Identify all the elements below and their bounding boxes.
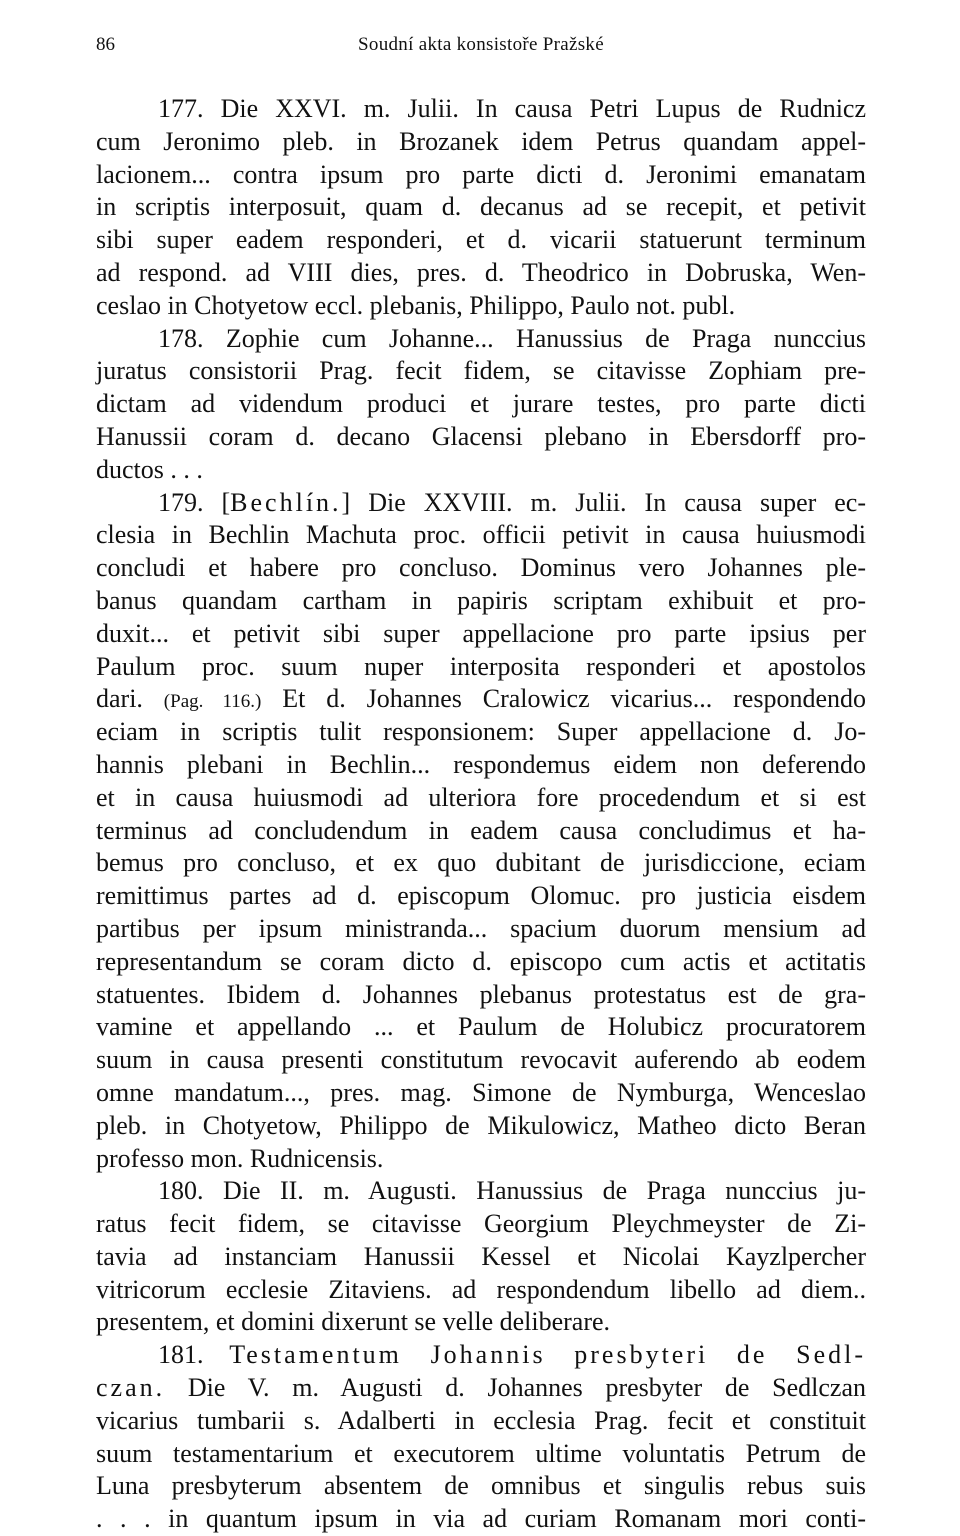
entry-heading: Testamentum Johannis presbyteri de Sedl- <box>229 1340 866 1370</box>
running-title: Soudní akta konsistoře Pražské <box>358 34 604 55</box>
text-line: Hanussii coram d. decano Glacensi plebano in Ebersdorff pro- <box>96 421 866 451</box>
text-line: vamine et appellando ... et Paulum de Holubicz procuratorem <box>96 1012 866 1042</box>
text-line: bemus pro concluso, et ex quo dubitant de jurisdiccione, eciam <box>96 848 866 878</box>
text-fragment: Die V. m. Augusti d. Johannes presbyter de Sedlczan <box>165 1373 866 1403</box>
text-line: pleb. in Chotyetow, Philippo de Mikulowicz, Matheo dicto Beran <box>96 1110 866 1140</box>
text-line: partibus per ipsum ministranda... spacium duorum mensium ad <box>96 913 866 943</box>
text-line: duxit... et petivit sibi super appellacione pro parte ipsius per <box>96 618 866 648</box>
text-line: et in causa huiusmodi ad ulteriora fore procedendum et si est <box>96 782 866 812</box>
text-line <box>96 683 866 716</box>
entry-number: 181. <box>158 1340 230 1370</box>
text-line: suum in causa presenti constitutum revocavit auferendo ab eodem <box>96 1045 866 1075</box>
text-line: remittimus partes ad d. episcopum Olomuc. pro justicia eisdem <box>96 881 866 911</box>
text-line: vitricorum ecclesie Zitaviens. ad respondendum libello ad diem.. <box>96 1274 866 1304</box>
text-line: suum testamentarium et executorem ultime voluntatis Petrum de <box>96 1438 866 1468</box>
running-head <box>96 34 866 64</box>
text-line: lacionem... contra ipsum pro parte dicti d. Jeronimi emanatam <box>96 159 866 189</box>
text-line: sibi super eadem responderi, et d. vicarii statuerunt terminum <box>96 225 866 255</box>
text-line: representandum se coram dicto d. episcopo cum actis et actitatis <box>96 946 866 976</box>
text-line: hannis plebani in Bechlin... respondemus eidem non deferendo <box>96 749 866 779</box>
text-line: in scriptis interposuit, quam d. decanus ad se recepit, et petivit <box>96 192 866 222</box>
page-reference: (Pag. 116.) <box>163 691 262 713</box>
entry-heading: czan. <box>96 1373 166 1403</box>
text-line: ad respond. ad VIII dies, pres. d. Theodrico in Dobruska, Wen- <box>96 257 866 287</box>
text-line: omne mandatum..., pres. mag. Simone de Nymburga, Wenceslao <box>96 1077 866 1107</box>
text-fragment: ] Die XXVIII. m. Julii. In causa super ec- <box>341 487 866 517</box>
text-line <box>96 1372 866 1405</box>
text-line: ratus fecit fidem, se citavisse Georgium Pleychmeyster de Zi- <box>96 1209 866 1239</box>
text-line: . . . in quantum ipsum in via ad curiam Romanam mori conti- <box>96 1504 866 1534</box>
text-line: ductos . . . <box>96 454 203 484</box>
text-line: professo mon. Rudnicensis. <box>96 1143 384 1173</box>
text-line: concludi et habere pro concluso. Dominus vero Johannes ple- <box>96 553 866 583</box>
text-line: ceslao in Chotyetow eccl. plebanis, Philippo, Paulo not. publ. <box>96 290 736 320</box>
place-heading: Bechlín. <box>230 487 342 517</box>
text-line <box>96 487 866 520</box>
text-line: terminus ad concludendum in eadem causa concludimus et ha- <box>96 815 866 845</box>
text-line: 180. Die II. m. Augusti. Hanussius de Praga nunccius ju- <box>158 1176 866 1206</box>
text-line: Paulum proc. suum nuper interposita responderi et apostolos <box>96 651 866 681</box>
entry-number: 179. [ <box>158 487 231 517</box>
body-text <box>96 93 866 1536</box>
text-line: cum Jeronimo pleb. in Brozanek idem Petrus quandam appel- <box>96 126 866 156</box>
text-fragment: Et d. Johannes Cralowicz vicarius... respondendo <box>261 684 867 714</box>
page-number: 86 <box>96 34 115 55</box>
text-fragment: dari. <box>96 684 164 714</box>
text-line: eciam in scriptis tulit responsionem: Super appellacione d. Jo- <box>96 717 866 747</box>
text-line: juratus consistorii Prag. fecit fidem, se citavisse Zophiam pre- <box>96 356 866 386</box>
text-line: 177. Die XXVI. m. Julii. In causa Petri Lupus de Rudnicz <box>158 94 866 123</box>
text-line: clesia in Bechlin Machuta proc. officii petivit in causa huiusmodi <box>96 520 866 550</box>
text-line: Luna presbyterum absentem de omnibus et singulis rebus suis <box>96 1471 866 1501</box>
text-line: tavia ad instanciam Hanussii Kessel et Nicolai Kayzlpercher <box>96 1241 866 1271</box>
text-line: statuentes. Ibidem d. Johannes plebanus protestatus est de gra- <box>96 979 866 1009</box>
text-line <box>96 1339 866 1372</box>
text-line: 178. Zophie cum Johanne... Hanussius de Praga nunccius <box>158 323 866 353</box>
text-line: banus quandam cartham in papiris scriptam exhibuit et pro- <box>96 585 866 615</box>
text-line: vicarius tumbarii s. Adalberti in ecclesia Prag. fecit et constituit <box>96 1405 866 1435</box>
text-line: presentem, et domini dixerunt se velle deliberare. <box>96 1307 611 1337</box>
text-line: dictam ad videndum produci et jurare testes, pro parte dicti <box>96 389 866 419</box>
